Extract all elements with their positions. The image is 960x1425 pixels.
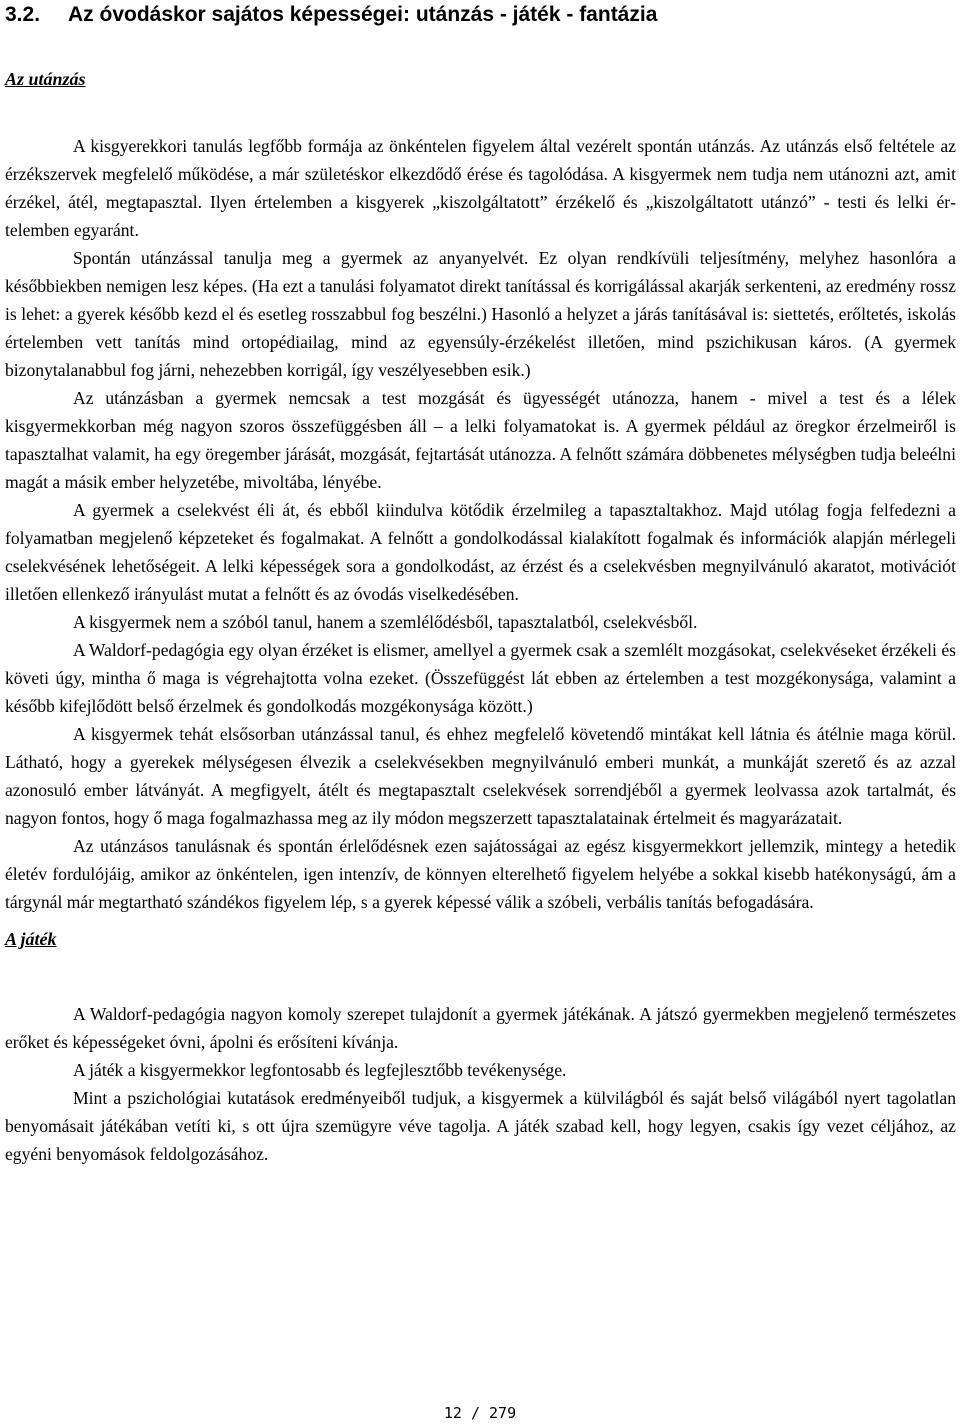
paragraph: Spontán utánzással tanulja meg a gyermek az anyanyelvét. Ez olyan rendkívüli teljesítmény, melyhez hasonlóra a későbbiekben nemigen lesz képes. (Ha ezt a tanulási folyamatot direkt tanítással és korrigálással akarják serkenteni, az eredmény rossz is lehet: a gyerek később kezd el és esetleg rosszabbul fog beszélni.) Hasonló a helyzet a járás tanításával is: siettetés, erőltetés, iskolás értelemben vett tanítás mind ortopédiailag, mind az egyensúly-érzékelést illetően, mind pszichikusan káros. (A gyermek bizonytalanabbul fog járni, nehezebben korrigál, így veszélyesebben esik.) — [5, 248, 956, 380]
paragraph: A Waldorf-pedagógia egy olyan érzéket is elismer, amellyel a gyermek csak a szemlélt mozgásokat, cselekvéseket érzékeli és követi úgy, mintha ő maga is végrehajtotta volna ezeket. (Összefüggést lát ebben az értelemben a test mozgékonysága, valamint a később kifejlődött belső érzelmek és gondolkodás mozgékonysága között.) — [5, 640, 956, 716]
paragraph: Az utánzásban a gyermek nemcsak a test mozgását és ügyességét utánozza, hanem - mivel a test és a lélek kisgyermekkorban még nagyon szoros összefüggésben áll – a lelki folyamatokat is. A gyermek például az öregkor érzelmeiről is tapasztalhat valamit, ha egy öregember járását, mozgását, fejtartását utánozza. A felnőtt számára döbbenetes mélységben tudja beleélni magát a másik ember helyzetébe, mivoltába, lényébe. — [5, 388, 956, 492]
paragraph: A gyermek a cselekvést éli át, és ebből kiindulva kötődik érzelmileg a tapasztaltakhoz. Majd utólag fogja felfedezni a folyamatban megjelenő képzeteket és fogalmakat. A felnőtt a gondolkodással kialakított fogalmak és információk alapján mérlegeli cselekvésének lehetőségeit. A lelki képességek sora a gondolkodást, az érzést és a cselekvésben megnyilvánuló akaratot, motivációt illetően ellenkező irányulást mutat a felnőtt és az óvodás viselkedésében. — [5, 500, 956, 604]
section-title: Az óvodáskor sajátos képességei: utánzás - játék - fantázia — [68, 3, 658, 26]
paragraph: A kisgyermek nem a szóból tanul, hanem a szemlélődésből, tapasztalatból, cselekvésből. — [73, 612, 698, 632]
subsection-body-utanzas — [5, 132, 956, 916]
paragraph: A játék a kisgyermekkor legfontosabb és legfejlesztőbb tevékenysége. — [73, 1060, 567, 1080]
paragraph: A kisgyerekkori tanulás legfőbb formája az önkéntelen figyelem által vezérelt spontán utánzás. Az utánzás első feltétele az érzékszervek megfelelő működése, a már születéskor elkezdődő érése és tagolódása. A kisgyermek nem tudja nem utánozni azt, amit érzékel, átél, megtapasztal. Ilyen értelemben a kisgyerek „kiszolgáltatott” érzékelő és „kiszolgáltatott utánzó” - testi és lelki értelemben egyaránt. — [5, 136, 956, 240]
paragraph: Mint a pszichológiai kutatások eredményeiből tudjuk, a kisgyermek a külvilágból és saját belső világából nyert tagolatlan benyomásait játékában vetíti ki, s ott újra szemügyre véve tagolja. A játék szabad kell, hogy legyen, csakis így vezet céljához, az egyéni benyomások feldolgozásához. — [5, 1088, 956, 1164]
paragraph: A Waldorf-pedagógia nagyon komoly szerepet tulajdonít a gyermek játékának. A játszó gyermekben megjelenő természetes erőket és képességeket óvni, ápolni és erősíteni kívánja. — [5, 1004, 956, 1052]
document-page — [5, 0, 956, 1168]
subsection-body-jatek — [5, 1000, 956, 1168]
subsection-title-utanzas: Az utánzás — [5, 69, 86, 89]
section-number: 3.2. — [5, 3, 41, 26]
paragraph: A kisgyermek tehát elsősorban utánzással tanul, és ehhez megfelelő követendő mintákat kell látnia és átélnie maga körül. Látható, hogy a gyerekek mélységesen élvezik a cselekvésekben megnyilvánuló emberi munkát, a munkáját szerető és az azzal azonosuló ember látványát. A megfigyelt, átélt és megtapasztalt cselekvések sorrendjéből a gyermek leolvassa azok tartalmát, és nagyon fontos, hogy ő maga fogalmazhassa meg az ily módon megszerzett tapasztalatainak értelmeit és magyarázatait. — [5, 724, 956, 828]
section-heading — [5, 0, 956, 28]
page-number: 12 / 279 — [443, 1404, 517, 1422]
paragraph: Az utánzásos tanulásnak és spontán érlelődésnek ezen sajátosságai az egész kisgyermekkort jellemzik, mintegy a hetedik életév fordulójáig, amikor az önkéntelen, igen intenzív, de könnyen elterelhető figyelem helyébe a sokkal kisebb hatékonyságú, ám a tárgynál már megtartható szándékos figyelem lép, s a gyerek képessé válik a szóbeli, verbális tanítás befogadására. — [5, 836, 956, 912]
subsection-title-jatek: A játék — [5, 929, 57, 949]
